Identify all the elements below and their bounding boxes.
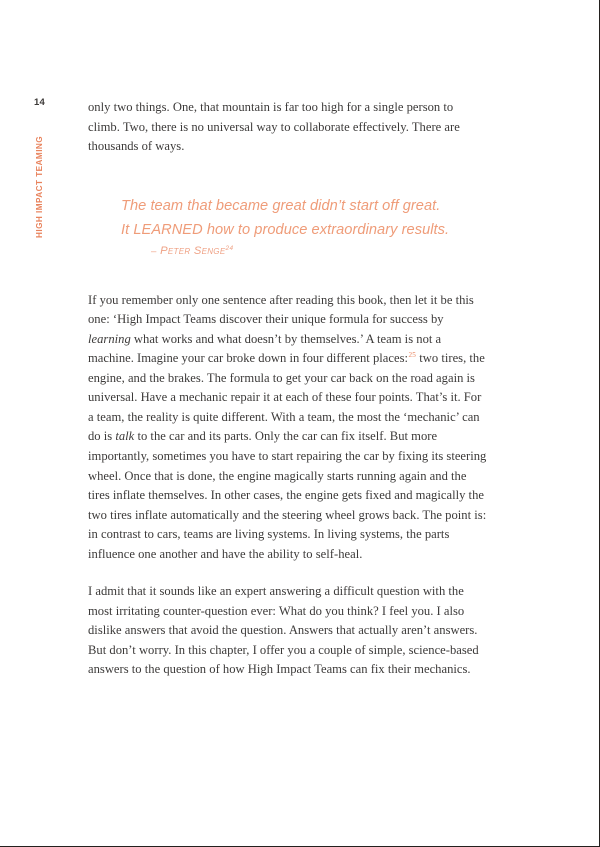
pull-quote-line-1: The team that became great didn’t start off great. <box>121 197 441 214</box>
paragraph-main-text-3: two tires, the engine, and the brakes. The formula to get your car back on the road again is universal. Have a mechanic repair it at each of these four points. That’s it. For a team, the reality is quite different. With a team, the most the ‘mechanic’ can do is <box>88 351 485 444</box>
pull-quote <box>88 194 488 257</box>
spacer <box>88 257 488 291</box>
paragraph-continued: only two things. One, that mountain is far too high for a single person to climb. Two, there is no universal way to collaborate effectively. There are thousands of ways. <box>88 100 460 154</box>
paragraph-main-emphasis-talk: talk <box>115 429 135 444</box>
attribution-footnote-marker: 24 <box>225 244 234 252</box>
page-number: 14 <box>34 97 45 108</box>
page-margin-column <box>30 98 64 244</box>
paragraph-main-text-2: what works and what doesn’t by themselves.’ A team is not a machine. Imagine your car broke down in four different places: <box>88 331 442 366</box>
running-head-container <box>30 124 64 244</box>
running-head-label: HIGH IMPACT TEAMING <box>35 135 44 238</box>
attribution-author: Peter Senge <box>160 244 226 257</box>
paragraph-main <box>88 291 488 565</box>
paragraph-main-text-1: If you remember only one sentence after reading this book, then let it be this one: ‘High Impact Teams discover their unique formula for success by <box>88 292 474 327</box>
attribution-dash: – <box>151 245 161 257</box>
paragraph-main-text-4: to the car and its parts. Only the car can fix itself. But more importantly, sometimes you have to start repairing the car by fixing its steering wheel. Once that is done, the engine magically starts running again and the tires inflate themselves. In other cases, the engine gets fixed and magically the two tires inflate automatically and the steering wheel grows back. The point is: in contrast to cars, teams are living systems. In living systems, the parts influence one another and have the ability to self-heal. <box>88 429 487 561</box>
pull-quote-line-2: It LEARNED how to produce extraordinary results. <box>121 221 450 238</box>
paragraph-main-emphasis-learning: learning <box>88 331 131 346</box>
footnote-marker-25: 25 <box>408 351 417 360</box>
pull-quote-attribution <box>121 245 488 257</box>
paragraph-closing: I admit that it sounds like an expert answering a difficult question with the most irritating counter-question ever: What do you think? I feel you. I also dislike answers that avoid the question. Answers that actually aren’t answers. But don’t worry. In this chapter, I offer you a couple of simple, science-based answers to the question of how High Impact Teams can fix their mechanics. <box>88 584 479 677</box>
text-column <box>88 98 488 680</box>
